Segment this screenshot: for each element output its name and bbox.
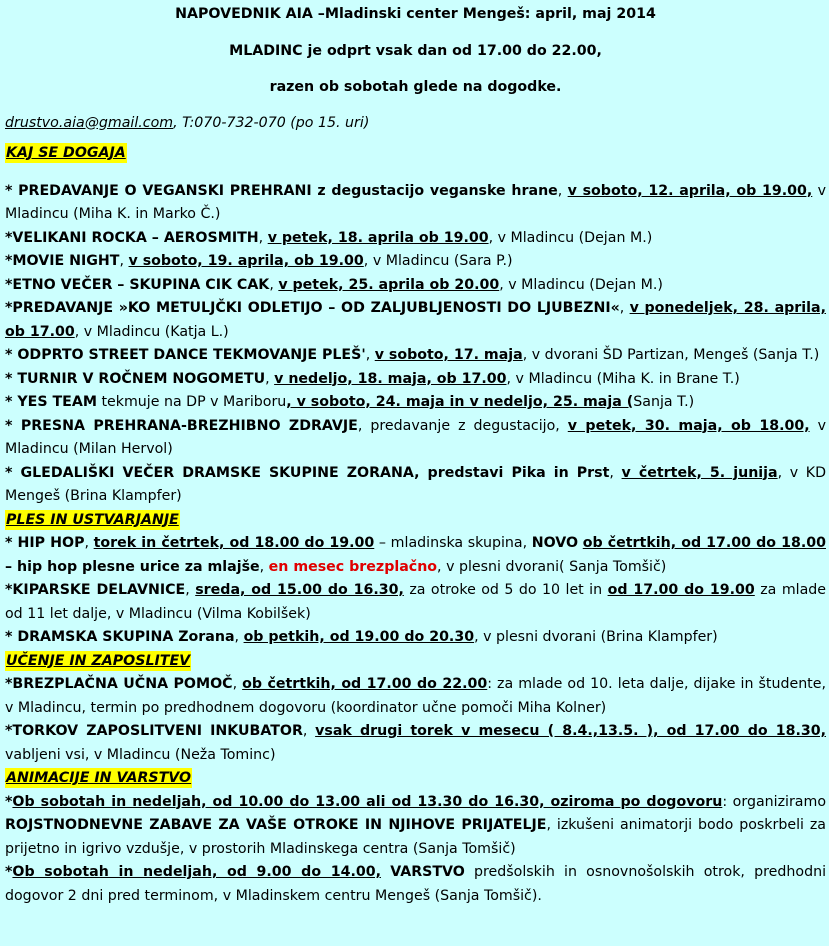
event-item: *VELIKANI ROCKA – AEROSMITH, v petek, 18. aprila ob 19.00, v Mladincu (Dejan M.) <box>5 229 653 246</box>
event-item: *MOVIE NIGHT, v soboto, 19. aprila, ob 19.00, v Mladincu (Sara P.) <box>5 253 513 269</box>
learning-item-torkov: *TORKOV ZAPOSLITVENI INKUBATOR, vsak drugi torek v mesecu ( 8.4.,13.5. ), od 17.00 do 18.30, vabljeni vsi, v Mladincu (Neža Tominc) <box>5 723 826 763</box>
free-month-highlight: en mesec brezplačno <box>268 558 438 575</box>
event-item: * ODPRTO STREET DANCE TEKMOVANJE PLEŠ', v soboto, 17. maja, v dvorani ŠD Partizan, Mengeš (Sanja T.) <box>5 347 820 363</box>
event-item: * PREDAVANJE O VEGANSKI PREHRANI z degustacijo veganske hrane, v soboto, 12. aprila, ob 19.00, v Mladincu (Miha K. in Marko Č.) <box>5 182 826 222</box>
learning-item-ucna: *BREZPLAČNA UČNA POMOČ, ob četrtkih, od 17.00 do 22.00: za mlade od 10. leta dalje, dijake in študente, v Mladincu, termin po predhodnem dogovoru (koordinator učne pomoči Miha Kolner) <box>5 676 826 716</box>
event-item: * TURNIR V ROČNEM NOGOMETU, v nedeljo, 18. maja, ob 17.00, v Mladincu (Miha K. in Brane T.) <box>5 370 740 387</box>
opening-hours: MLADINC je odprt vsak dan od 17.00 do 22.00, <box>229 42 602 59</box>
event-item: * PRESNA PREHRANA-BREZHIBNO ZDRAVJE, predavanje z degustacijo, v petek, 30. maja, ob 18.00, v Mladincu (Milan Hervol) <box>5 417 826 457</box>
animation-item-varstvo: *Ob sobotah in nedeljah, od 9.00 do 14.00, VARSTVO predšolskih in osnovnošolskih otrok, predhodni dogovor 2 dni pred terminom, v Mladinskem centru Mengeš (Sanja Tomšič). <box>5 864 827 904</box>
event-item: * YES TEAM tekmuje na DP v Mariboru, v soboto, 24. maja in v nedeljo, 25. maja (Sanja T.) <box>5 394 695 410</box>
document-title: NAPOVEDNIK AIA –Mladinski center Mengeš: april, maj 2014 <box>175 6 656 22</box>
dance-item-kiparske: *KIPARSKE DELAVNICE, sreda, od 15.00 do 16.30, za otroke od 5 do 10 let in od 17.00 do 19.00 za mlade od 11 let dalje, v Mladincu (Vilma Kobilšek) <box>5 582 827 622</box>
section-heading-animation: ANIMACIJE IN VARSTVO <box>6 770 192 786</box>
email-link[interactable]: drustvo.aia@gmail.com <box>5 114 174 131</box>
phone-text: , T:070-732-070 (po 15. uri) <box>173 114 370 131</box>
section-heading-dance: PLES IN USTVARJANJE <box>6 511 179 528</box>
dance-item-dramska: * DRAMSKA SKUPINA Zorana, ob petkih, od 19.00 do 20.30, v plesni dvorani (Brina Klampfer) <box>5 629 718 645</box>
event-item: *PREDAVANJE »KO METULJČKI ODLETIJO – OD ZALJUBLJENOSTI DO LJUBEZNI«, v ponedeljek, 28. aprila, ob 17.00, v Mladincu (Katja L.) <box>5 300 826 340</box>
dance-item-hiphop: * HIP HOP, torek in četrtek, od 18.00 do 19.00 – mladinska skupina, NOVO ob četrtkih, od 17.00 do 18.00 – hip hop plesne urice za mlajše, en mesec brezplačno, v plesni dvorani( Sanja Tomšič) <box>5 535 826 575</box>
animation-item-zabave: *Ob sobotah in nedeljah, od 10.00 do 13.00 ali od 13.30 do 16.30, oziroma po dogovoru: organiziramo ROJSTNODNEVNE ZABAVE ZA VAŠE OTROKE IN NJIHOVE PRIJATELJE, izkušeni animatorji bodo poskrbeli za prijetno in igrivo vzdušje, v prostorih Mladinskega centra (Sanja Tomšič) <box>5 793 826 857</box>
section-heading-events: KAJ SE DOGAJA <box>6 145 126 161</box>
opening-exception: razen ob sobotah glede na dogodke. <box>269 79 562 95</box>
contact-line <box>5 112 826 136</box>
event-item: * GLEDALIŠKI VEČER DRAMSKE SKUPINE ZORANA, predstavi Pika in Prst, v četrtek, 5. junija, v KD Mengeš (Brina Klampfer) <box>5 464 827 504</box>
event-item: *ETNO VEČER – SKUPINA CIK CAK, v petek, 25. aprila ob 20.00, v Mladincu (Dejan M.) <box>5 276 663 293</box>
section-heading-learning: UČENJE IN ZAPOSLITEV <box>6 652 191 669</box>
